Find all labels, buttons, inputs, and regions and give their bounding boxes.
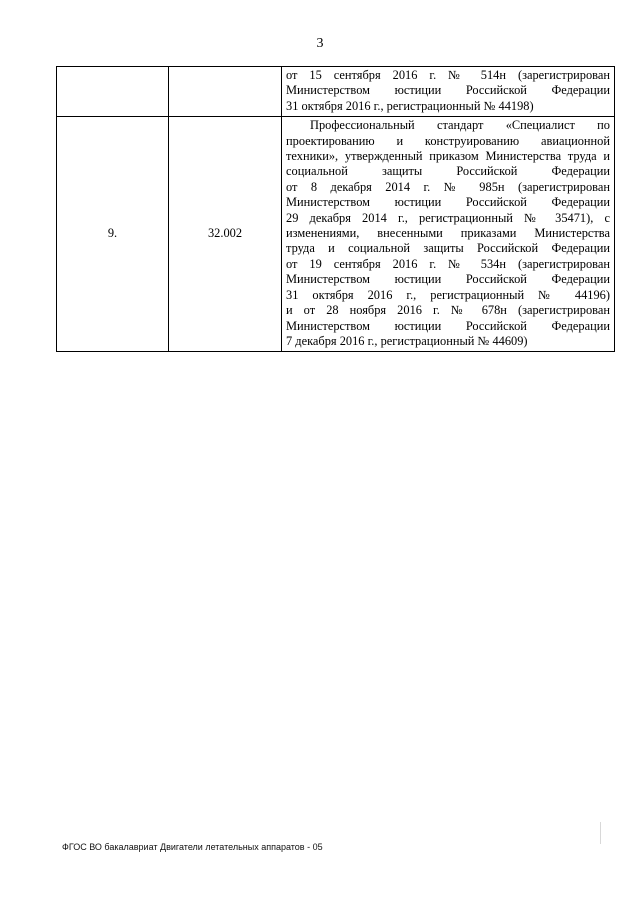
code-cell: 32.002 (169, 117, 282, 352)
code-cell (169, 67, 282, 117)
standards-table (56, 66, 615, 352)
text-line: техники», утвержденный приказом Министерства труда и (286, 149, 610, 164)
text-line: Профессиональный стандарт «Специалист по (310, 118, 610, 133)
row-number-cell (57, 67, 169, 117)
text-line: проектированию и конструированию авиационной (286, 133, 610, 148)
page-footer: ФГОС ВО бакалавриат Двигатели летательных аппаратов - 05 (62, 842, 323, 852)
row-number-cell: 9. (57, 117, 169, 352)
scan-artifact (600, 822, 601, 844)
text-line: 31 октября 2016 г., регистрационный № 44196) (286, 287, 610, 302)
table-row (57, 67, 615, 117)
text-line: 31 октября 2016 г., регистрационный № 44198) (286, 98, 534, 113)
text-line: изменениями, внесенными приказами Министерства (286, 226, 610, 241)
text-line: 7 декабря 2016 г., регистрационный № 44609) (286, 333, 528, 348)
text-line: от 15 сентября 2016 г. № 514н (зарегистрирован (286, 68, 610, 82)
text-line: Министерством юстиции Российской Федерации (286, 318, 610, 333)
table-row (57, 117, 615, 352)
text-line: и от 28 ноября 2016 г. № 678н (зарегистрирован (286, 303, 610, 318)
text-line: Министерством юстиции Российской Федерации (286, 272, 610, 287)
description-cell (282, 67, 615, 117)
text-line: труда и социальной защиты Российской Федерации (286, 241, 610, 256)
description-cell (282, 117, 615, 352)
text-line: 29 декабря 2014 г., регистрационный № 35471), с (286, 210, 610, 225)
text-line: Министерством юстиции Российской Федерации (286, 195, 610, 210)
text-line: социальной защиты Российской Федерации (286, 164, 610, 179)
text-line: Министерством юстиции Российской Федерации (286, 83, 610, 98)
text-line: от 8 декабря 2014 г. № 985н (зарегистрирован (286, 179, 610, 194)
page-number: 3 (316, 36, 324, 51)
text-line: от 19 сентября 2016 г. № 534н (зарегистрирован (286, 256, 610, 271)
